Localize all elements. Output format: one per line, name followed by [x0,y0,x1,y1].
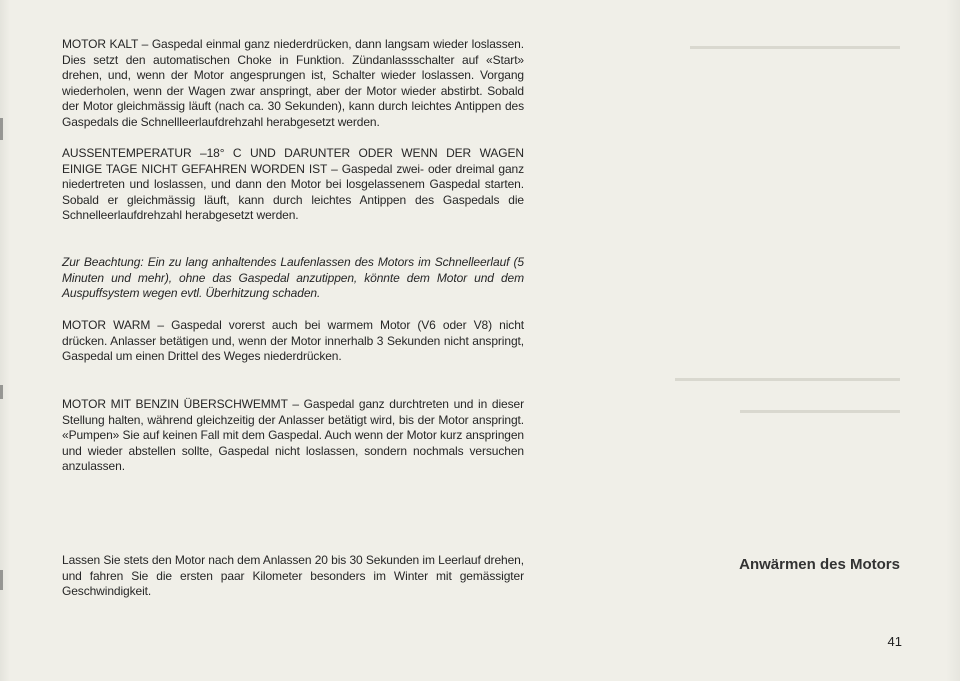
show-through-mark [675,378,900,381]
outside-temperature-text: AUSSENTEMPERATUR –18° C UND DARUNTER ODER WENN DER WAGEN EINIGE TAGE NICHT GEFAHREN WORDEN IST – Gaspedal zwei- oder dreimal ganz niedertreten und loslassen, und dann den Motor bei losgelassenem Gaspedal starten. Sobald er gleichmässig läuft, kann durch leichtes Antippen des Gaspedals die Schnelleerlaufdrehzahl herabgesetzt werden. [62,146,524,223]
cold-engine-paragraph [62,37,524,131]
section-heading: Anwärmen des Motors [739,556,900,573]
flooded-engine-text: MOTOR MIT BENZIN ÜBERSCHWEMMT – Gaspedal ganz durchtreten und in dieser Stellung halten, während gleichzeitig der Anlasser betätigt wird, bis der Motor anspringt. «Pumpen» Sie auf keinen Fall mit dem Gaspedal. Auch wenn der Motor kurz anspringen und wieder abstellen sollte, Gaspedal nicht loslassen, sondern nochmals versuchen anzulassen. [62,397,524,474]
idle-advice-text: Lassen Sie stets den Motor nach dem Anlassen 20 bis 30 Sekunden im Leerlauf drehen, und fahren Sie die ersten paar Kilometer besonders im Winter mit gemässigter Geschwindigkeit. [62,553,524,599]
note-paragraph [62,255,524,302]
page-number: 41 [887,634,902,649]
warm-engine-text: MOTOR WARM – Gaspedal vorerst auch bei warmem Motor (V6 oder V8) nicht drücken. Anlasser betätigen und, wenn der Motor innerhalb 3 Sekunden nicht anspringt, Gaspedal um einen Drittel des Weges niederdrücken. [62,318,524,364]
outside-temperature-paragraph [62,146,524,224]
show-through-mark [740,410,900,413]
flooded-engine-paragraph [62,397,524,475]
cold-engine-text: MOTOR KALT – Gaspedal einmal ganz niederdrücken, dann langsam wieder loslassen. Dies setzt den automatischen Choke in Funktion. Zündanlassschalter auf «Start» drehen, und, wenn der Motor angesprungen ist, Schalter wieder loslassen. Vorgang wiederholen, wenn der Wagen zwar anspringt, aber der Motor wieder abstirbt. Sobald der Motor gleichmässig läuft (nach ca. 30 Sekunden), kann durch leichtes Antippen des Gaspedals die Schnellleerlaufdrehzahl herabgesetzt werden. [62,37,524,129]
binding-mark [0,385,3,399]
note-text: Zur Beachtung: Ein zu lang anhaltendes Laufenlassen des Motors im Schnelleerlauf (5 Minuten und mehr), ohne das Gaspedal anzutippen, könnte dem Motor und dem Auspuffsystem wegen evtl. Überhitzung schaden. [62,255,524,301]
binding-mark [0,570,3,590]
show-through-mark [690,46,900,49]
binding-mark [0,118,3,140]
warm-engine-paragraph [62,318,524,365]
idle-advice-paragraph [62,553,524,600]
